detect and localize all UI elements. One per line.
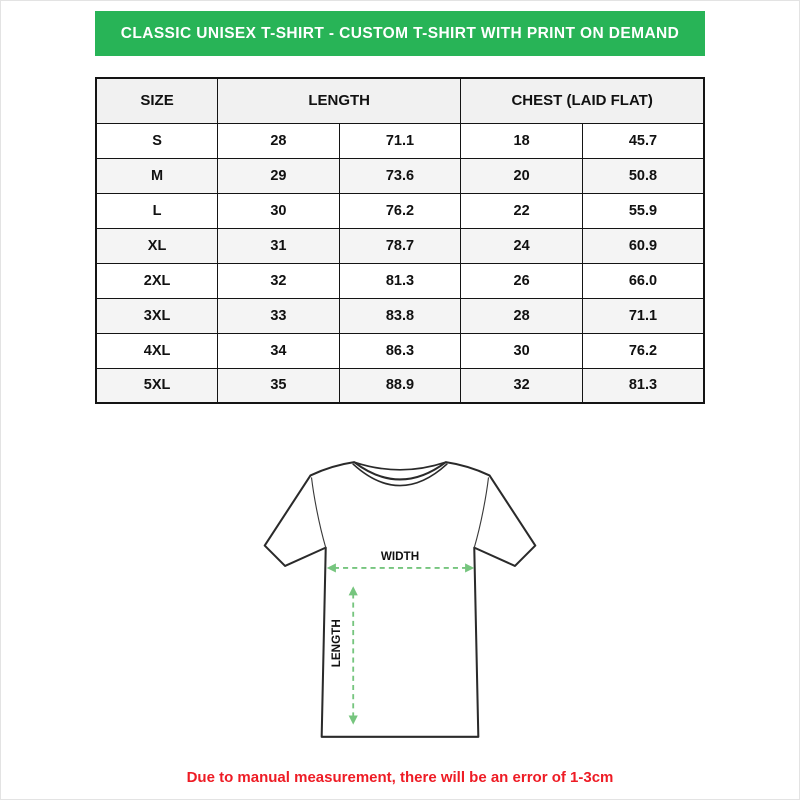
chest-cm-cell: 81.3 xyxy=(582,368,704,403)
length-cm-cell: 76.2 xyxy=(339,193,461,228)
size-cell: 2XL xyxy=(96,263,218,298)
size-cell: 5XL xyxy=(96,368,218,403)
length-inch-cell: 28 xyxy=(218,123,340,158)
header-size: SIZE xyxy=(96,78,218,123)
length-inch-cell: 34 xyxy=(218,333,340,368)
chest-inch-cell: 30 xyxy=(461,333,583,368)
table-row xyxy=(96,123,704,158)
table-row xyxy=(96,368,704,403)
table-header-row xyxy=(96,78,704,123)
tshirt-outline xyxy=(265,462,536,737)
title-banner xyxy=(95,11,705,56)
length-cm-cell: 83.8 xyxy=(339,298,461,333)
length-cm-cell: 71.1 xyxy=(339,123,461,158)
chest-inch-cell: 24 xyxy=(461,228,583,263)
chest-inch-cell: 20 xyxy=(461,158,583,193)
table-row xyxy=(96,298,704,333)
chest-inch-cell: 32 xyxy=(461,368,583,403)
back-collar-line xyxy=(354,462,446,470)
chest-inch-cell: 22 xyxy=(461,193,583,228)
length-cm-cell: 81.3 xyxy=(339,263,461,298)
table-row xyxy=(96,263,704,298)
chest-cm-cell: 45.7 xyxy=(582,123,704,158)
chest-cm-cell: 55.9 xyxy=(582,193,704,228)
length-label: LENGTH xyxy=(329,619,343,668)
size-cell: 3XL xyxy=(96,298,218,333)
header-chest: CHEST (LAID FLAT) xyxy=(461,78,704,123)
size-table xyxy=(95,77,705,404)
length-inch-cell: 30 xyxy=(218,193,340,228)
length-inch-cell: 31 xyxy=(218,228,340,263)
chest-cm-cell: 50.8 xyxy=(582,158,704,193)
length-inch-cell: 29 xyxy=(218,158,340,193)
width-label: WIDTH xyxy=(380,549,420,563)
chest-cm-cell: 71.1 xyxy=(582,298,704,333)
size-cell: S xyxy=(96,123,218,158)
chest-inch-cell: 28 xyxy=(461,298,583,333)
chest-cm-cell: 66.0 xyxy=(582,263,704,298)
length-inch-cell: 32 xyxy=(218,263,340,298)
size-cell: M xyxy=(96,158,218,193)
chest-inch-cell: 26 xyxy=(461,263,583,298)
length-cm-cell: 78.7 xyxy=(339,228,461,263)
page-title: CLASSIC UNISEX T-SHIRT - CUSTOM T-SHIRT WITH PRINT ON DEMAND xyxy=(120,24,680,42)
size-cell: 4XL xyxy=(96,333,218,368)
table-row xyxy=(96,333,704,368)
measurement-note: Due to manual measurement, there will be an error of 1-3cm xyxy=(186,769,614,786)
tshirt-drawing xyxy=(250,452,550,747)
length-cm-cell: 73.6 xyxy=(339,158,461,193)
size-table-head xyxy=(96,78,704,123)
table-row xyxy=(96,228,704,263)
length-inch-cell: 33 xyxy=(218,298,340,333)
length-cm-cell: 86.3 xyxy=(339,333,461,368)
length-inch-cell: 35 xyxy=(218,368,340,403)
size-table-body xyxy=(96,123,704,403)
size-cell: L xyxy=(96,193,218,228)
length-cm-cell: 88.9 xyxy=(339,368,461,403)
tshirt-diagram xyxy=(1,452,799,747)
chest-cm-cell: 76.2 xyxy=(582,333,704,368)
chest-cm-cell: 60.9 xyxy=(582,228,704,263)
header-length: LENGTH xyxy=(218,78,461,123)
table-row xyxy=(96,193,704,228)
chest-inch-cell: 18 xyxy=(461,123,583,158)
size-cell: XL xyxy=(96,228,218,263)
table-row xyxy=(96,158,704,193)
